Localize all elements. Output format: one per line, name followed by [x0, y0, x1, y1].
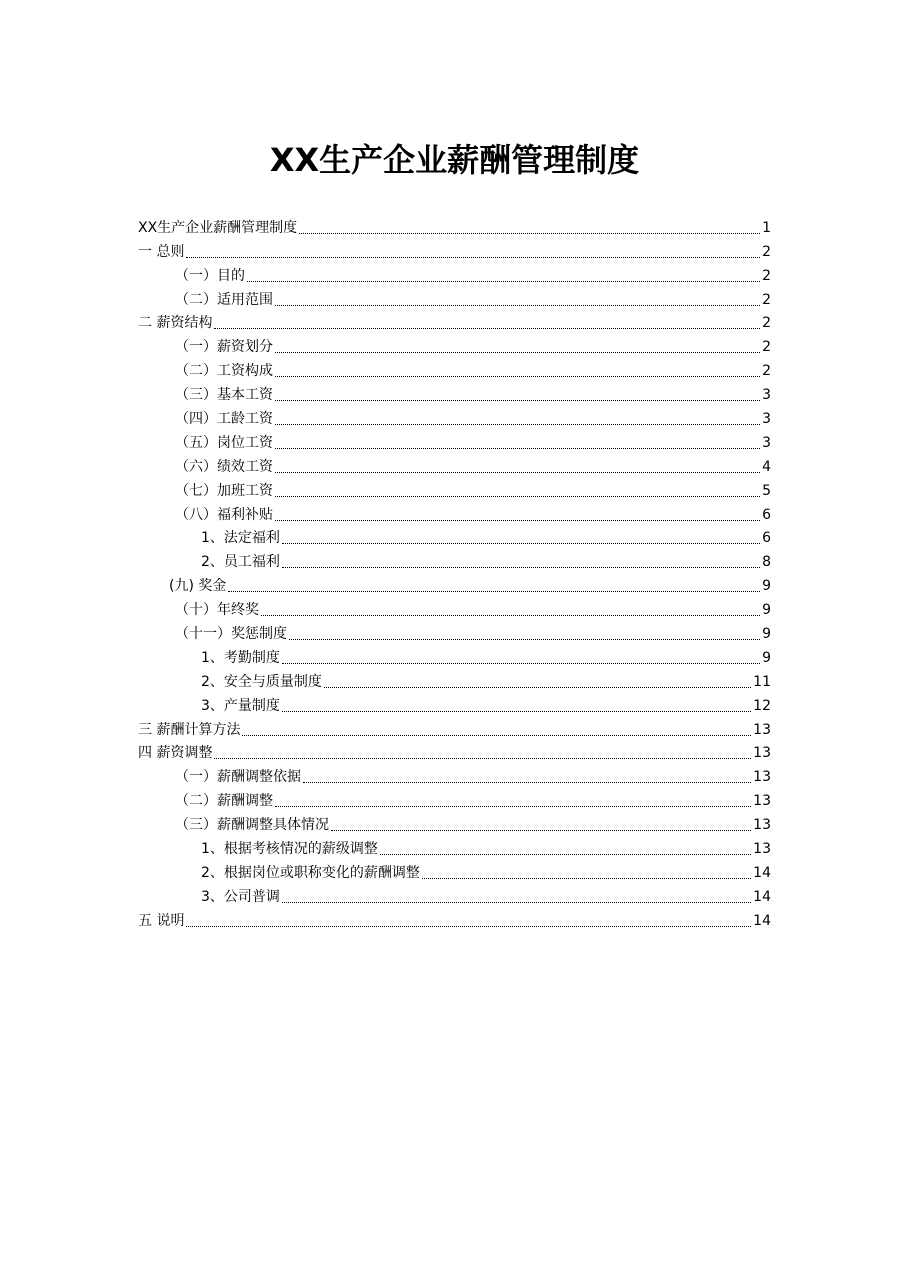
toc-entry-label: 二 薪资结构	[138, 315, 213, 332]
toc-entry[interactable]	[138, 285, 771, 309]
toc-dot-leader	[228, 577, 760, 595]
toc-entry[interactable]	[138, 524, 771, 548]
toc-entry[interactable]	[138, 595, 771, 619]
toc-entry[interactable]	[138, 452, 771, 476]
toc-entry-label: （四）工龄工资	[175, 411, 273, 428]
toc-entry-page-number: 9	[762, 626, 771, 643]
toc-dot-leader	[282, 697, 751, 715]
toc-entry[interactable]	[138, 261, 771, 285]
toc-entry[interactable]	[138, 739, 771, 763]
toc-entry[interactable]	[138, 500, 771, 524]
toc-entry-label: （二）适用范围	[175, 291, 273, 308]
toc-entry[interactable]	[138, 715, 771, 739]
toc-entry-page-number: 13	[753, 721, 771, 738]
toc-entry-label: 一 总则	[138, 243, 185, 260]
toc-entry[interactable]	[138, 762, 771, 786]
toc-dot-leader	[282, 529, 760, 547]
toc-entry-label: （二）工资构成	[175, 363, 273, 380]
toc-entry[interactable]	[138, 786, 771, 810]
toc-entry-page-number: 13	[753, 841, 771, 858]
toc-entry-label: 四 薪资调整	[138, 745, 213, 762]
toc-entry-label: （十一）奖惩制度	[175, 626, 287, 643]
toc-dot-leader	[282, 888, 751, 906]
toc-dot-leader	[422, 864, 751, 882]
toc-entry-label: 五 说明	[138, 912, 185, 929]
toc-dot-leader	[242, 721, 751, 739]
toc-entry-page-number: 9	[762, 578, 771, 595]
toc-entry-label: 2、员工福利	[201, 554, 280, 571]
toc-entry-label: （一）目的	[175, 267, 245, 284]
toc-dot-leader	[289, 625, 760, 643]
toc-entry-label: （一）薪酬调整依据	[175, 769, 301, 786]
toc-entry-page-number: 2	[762, 363, 771, 380]
toc-dot-leader	[331, 816, 751, 834]
toc-dot-leader	[282, 649, 760, 667]
toc-dot-leader	[186, 243, 760, 261]
toc-entry-page-number: 13	[753, 817, 771, 834]
toc-entry[interactable]	[138, 476, 771, 500]
toc-entry-label: 3、产量制度	[201, 697, 280, 714]
toc-dot-leader	[275, 482, 760, 500]
toc-entry[interactable]	[138, 691, 771, 715]
toc-entry-label: （三）薪酬调整具体情况	[175, 817, 329, 834]
toc-entry-label: （七）加班工资	[175, 482, 273, 499]
toc-entry[interactable]	[138, 547, 771, 571]
toc-entry[interactable]	[138, 858, 771, 882]
toc-entry-label: （八）福利补贴	[175, 506, 273, 523]
toc-entry-label: （二）薪酬调整	[175, 793, 273, 810]
toc-dot-leader	[186, 912, 751, 930]
toc-dot-leader	[275, 291, 760, 309]
toc-entry[interactable]	[138, 667, 771, 691]
toc-entry-page-number: 6	[762, 530, 771, 547]
toc-entry-label: （五）岗位工资	[175, 434, 273, 451]
toc-dot-leader	[299, 219, 760, 237]
toc-entry-page-number: 14	[753, 864, 771, 881]
toc-entry-page-number: 3	[762, 387, 771, 404]
toc-entry[interactable]	[138, 643, 771, 667]
toc-entry-page-number: 9	[762, 602, 771, 619]
toc-dot-leader	[261, 601, 760, 619]
toc-entry-label: 1、根据考核情况的薪级调整	[201, 841, 378, 858]
toc-entry[interactable]	[138, 906, 771, 930]
toc-entry-page-number: 6	[762, 506, 771, 523]
toc-entry-page-number: 13	[753, 745, 771, 762]
toc-dot-leader	[214, 744, 751, 762]
toc-entry-page-number: 8	[762, 554, 771, 571]
toc-entry[interactable]	[138, 237, 771, 261]
toc-dot-leader	[275, 506, 760, 524]
toc-entry[interactable]	[138, 810, 771, 834]
toc-entry-page-number: 2	[762, 291, 771, 308]
toc-entry-label: （三）基本工资	[175, 387, 273, 404]
toc-entry[interactable]	[138, 356, 771, 380]
toc-entry-page-number: 2	[762, 243, 771, 260]
toc-entry-label: (九) 奖金	[169, 578, 227, 595]
toc-entry-label: XX生产企业薪酬管理制度	[138, 219, 298, 236]
toc-entry-label: 3、公司普调	[201, 888, 280, 905]
toc-entry-label: 1、法定福利	[201, 530, 280, 547]
toc-entry-page-number: 2	[762, 339, 771, 356]
toc-dot-leader	[275, 458, 760, 476]
toc-entry[interactable]	[138, 380, 771, 404]
toc-entry[interactable]	[138, 619, 771, 643]
toc-entry-label: 1、考勤制度	[201, 649, 280, 666]
toc-entry-page-number: 1	[762, 219, 771, 236]
toc-entry-label: （一）薪资划分	[175, 339, 273, 356]
table-of-contents	[138, 213, 771, 930]
toc-dot-leader	[275, 386, 760, 404]
toc-entry-page-number: 2	[762, 267, 771, 284]
toc-dot-leader	[303, 768, 751, 786]
toc-entry-label: （十）年终奖	[175, 602, 259, 619]
toc-entry-page-number: 4	[762, 458, 771, 475]
toc-entry-page-number: 9	[762, 649, 771, 666]
toc-dot-leader	[282, 553, 760, 571]
toc-dot-leader	[380, 840, 751, 858]
toc-dot-leader	[214, 314, 760, 332]
toc-entry[interactable]	[138, 404, 771, 428]
toc-entry-page-number: 13	[753, 769, 771, 786]
toc-dot-leader	[275, 362, 760, 380]
toc-dot-leader	[324, 673, 751, 691]
toc-dot-leader	[275, 434, 760, 452]
toc-entry-label: 三 薪酬计算方法	[138, 721, 241, 738]
toc-entry-label: （六）绩效工资	[175, 458, 273, 475]
document-title: XX生产企业薪酬管理制度	[269, 141, 640, 179]
toc-entry-page-number: 12	[753, 697, 771, 714]
toc-entry[interactable]	[138, 882, 771, 906]
toc-entry[interactable]	[138, 571, 771, 595]
toc-entry-page-number: 2	[762, 315, 771, 332]
toc-entry-page-number: 3	[762, 411, 771, 428]
toc-dot-leader	[275, 410, 760, 428]
toc-entry[interactable]	[138, 332, 771, 356]
toc-entry-page-number: 11	[753, 673, 771, 690]
toc-entry[interactable]	[138, 834, 771, 858]
toc-entry-page-number: 14	[753, 888, 771, 905]
toc-entry-page-number: 13	[753, 793, 771, 810]
toc-entry-page-number: 3	[762, 434, 771, 451]
toc-entry-label: 2、安全与质量制度	[201, 673, 322, 690]
toc-dot-leader	[275, 792, 751, 810]
toc-entry[interactable]	[138, 213, 771, 237]
toc-entry-page-number: 5	[762, 482, 771, 499]
toc-entry[interactable]	[138, 309, 771, 333]
toc-entry-label: 2、根据岗位或职称变化的薪酬调整	[201, 864, 420, 881]
toc-dot-leader	[275, 338, 760, 356]
toc-entry[interactable]	[138, 428, 771, 452]
toc-entry-page-number: 14	[753, 912, 771, 929]
toc-dot-leader	[247, 267, 760, 285]
